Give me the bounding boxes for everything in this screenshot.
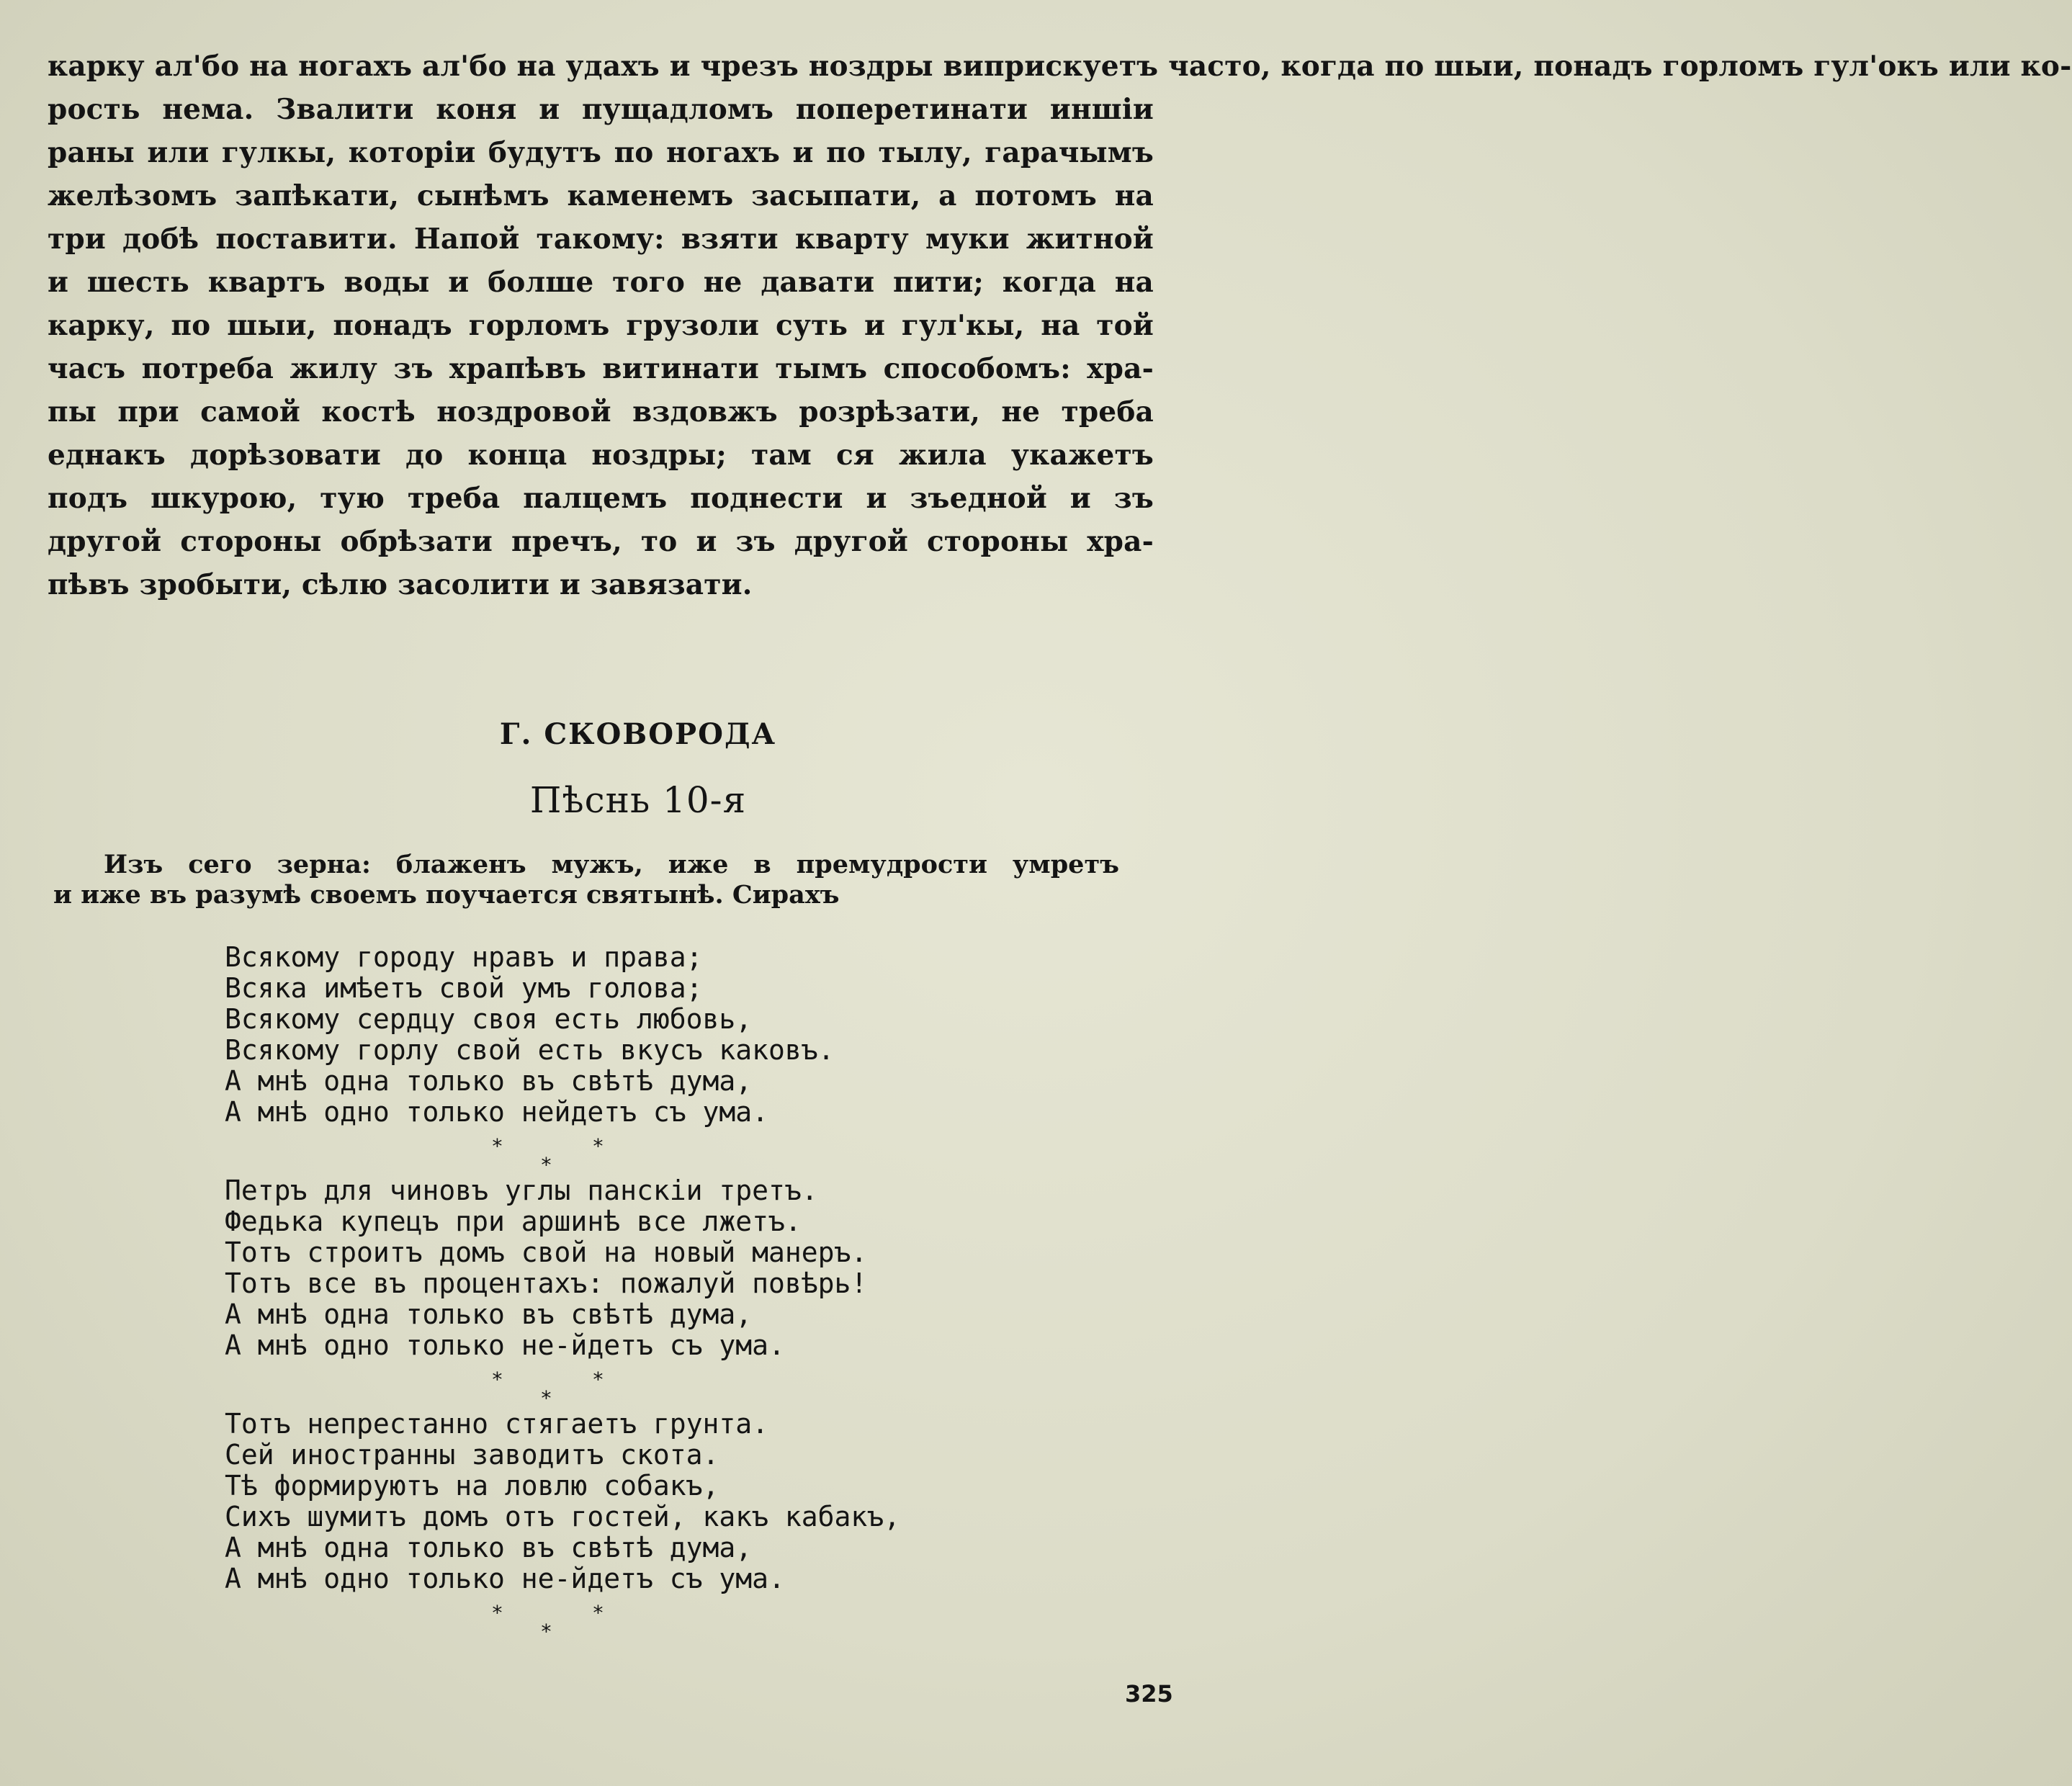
verse-line: А мнѣ одно только нейдетъ съ ума. [225, 1096, 768, 1128]
verse-line: Сей иностранны заводитъ скота. [225, 1439, 719, 1471]
stanza-separator [491, 1364, 794, 1409]
verse-line: Всякому городу нравъ и права; [225, 941, 703, 973]
prose-line: часъ потреба жилу зъ храпѣвъ витинати тымъ способомъ: хра- [48, 352, 1154, 385]
verse-line: Тотъ строитъ домъ свой на новый манеръ. [225, 1237, 868, 1268]
verse-line: Тѣ формируютъ на ловлю собакъ, [225, 1470, 719, 1502]
prose-line: рость нема. Звалити коня и пущадломъ поперетинати иншіи [48, 93, 1154, 126]
asterisk: * [491, 1368, 503, 1391]
asterisk: * [540, 1153, 552, 1177]
asterisk: * [592, 1134, 604, 1158]
asterisk: * [491, 1134, 503, 1158]
epigraph-line: и иже въ разумѣ своемъ поучается святынѣ. Сирахъ [53, 880, 840, 910]
prose-line: желѣзомъ запѣкати, сынѣмъ каменемъ засыпати, а потомъ на [48, 179, 1154, 212]
prose-line: другой стороны обрѣзати пречъ, то и зъ другой стороны хра- [48, 525, 1154, 558]
asterisk: * [592, 1368, 604, 1391]
epigraph-line: Изъ сего зерна: блаженъ мужъ, иже в премудрости умретъ [104, 850, 1119, 879]
prose-line: пы при самой костѣ ноздровой вздовжъ розрѣзати, не треба [48, 395, 1154, 428]
prose-line: пѣвъ зробыти, сѣлю засолити и завязати. [48, 568, 753, 601]
prose-line: три добѣ поставити. Напой такому: взяти кварту муки житной [48, 223, 1154, 256]
asterisk: * [491, 1601, 503, 1625]
prose-line: карку, по шыи, понадъ горломъ грузоли суть и гул'кы, на той [48, 309, 1154, 342]
song-title: Пѣснь 10-я [529, 779, 747, 821]
verse-line: Тотъ непрестанно стягаетъ грунта. [225, 1408, 768, 1440]
author-heading: Г. СКОВОРОДА [499, 717, 777, 751]
stanza-3 [225, 1409, 1031, 1594]
asterisk: * [540, 1386, 552, 1410]
prose-line: подъ шкурою, тую треба палцемъ поднести и зъедной и зъ [48, 482, 1154, 515]
epigraph [53, 850, 1119, 910]
prose-line: и шесть квартъ воды и болше того не давати пити; когда на [48, 266, 1154, 299]
poem [225, 942, 1031, 1642]
verse-line: А мнѣ одна только въ свѣтѣ дума, [225, 1532, 753, 1563]
stanza-separator [491, 1597, 794, 1642]
verse-line: Всяка имѣетъ свой умъ голова; [225, 972, 703, 1004]
asterisk: * [592, 1601, 604, 1625]
verse-line: Федька купецъ при аршинѣ все лжетъ. [225, 1206, 802, 1237]
prose-paragraph [48, 45, 2072, 606]
stanza-2 [225, 1175, 1031, 1361]
prose-line: еднакъ дорѣзовати до конца ноздры; там ся жила укажетъ [48, 439, 1154, 472]
verse-line: Петръ для чиновъ углы панскіи третъ. [225, 1175, 818, 1206]
asterisk: * [540, 1620, 552, 1643]
stanza-1 [225, 942, 1031, 1128]
verse-line: А мнѣ одно только не-йдетъ съ ума. [225, 1329, 785, 1361]
verse-line: Тотъ все въ процентахъ: пожалуй повѣрь! [225, 1267, 868, 1299]
verse-line: Всякому сердцу своя есть любовь, [225, 1003, 753, 1035]
verse-line: А мнѣ одна только въ свѣтѣ дума, [225, 1065, 753, 1097]
page-number: 325 [1125, 1680, 1173, 1708]
verse-line: Всякому горлу свой есть вкусъ каковъ. [225, 1034, 835, 1066]
verse-line: А мнѣ одна только въ свѣтѣ дума, [225, 1298, 753, 1330]
prose-line: раны или гулкы, которіи будутъ по ногахъ и по тылу, гарачымъ [48, 136, 1154, 169]
prose-line: карку ал'бо на ногахъ ал'бо на удахъ и чрезъ ноздры виприскуетъ часто, когда по шыи, понадъ горломъ гул'окъ или ко- [48, 50, 2072, 83]
verse-line: Сихъ шумитъ домъ отъ гостей, какъ кабакъ, [225, 1501, 900, 1533]
stanza-separator [491, 1131, 794, 1175]
verse-line: А мнѣ одно только не-йдетъ съ ума. [225, 1563, 785, 1594]
